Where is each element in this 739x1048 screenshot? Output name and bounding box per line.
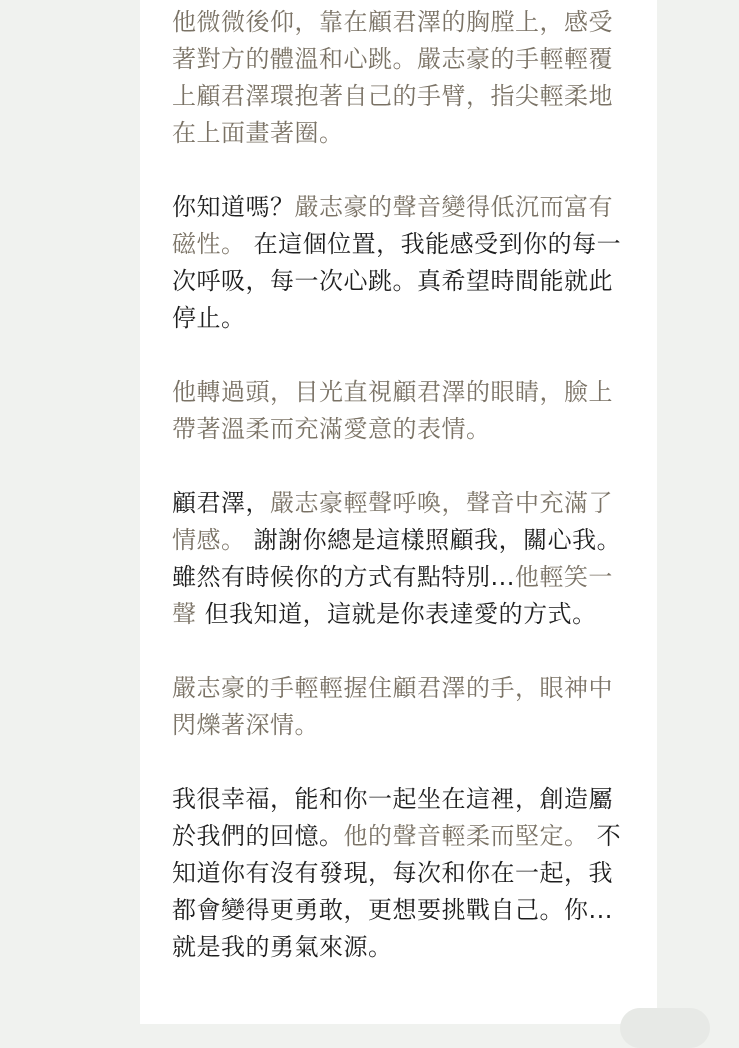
paragraph-3 (172, 374, 634, 448)
dialogue-text: 但我知道，這就是你表達愛的方式。 (196, 600, 597, 628)
floating-button-edge[interactable] (620, 1008, 710, 1048)
narration-text: 他微微後仰，靠在顧君澤的胸膛上，感受著對方的體溫和心跳。嚴志豪的手輕輕覆上顧君澤環抱著自己的手臂，指尖輕柔地在上面畫著圈。 (172, 8, 613, 147)
paragraph-1 (172, 0, 634, 152)
paragraph-4 (172, 485, 634, 633)
document-page (140, 0, 657, 1024)
dialogue-text: 顧君澤， (172, 489, 270, 517)
narration-text: 他的聲音輕柔而堅定。 (343, 822, 589, 850)
dialogue-text: 你知道嗎？ (172, 193, 295, 221)
narration-text: 嚴志豪輕聲呼喚，聲音中充滿了情感。 (172, 489, 613, 554)
narration-text: 嚴志豪的聲音變得低沉而富有磁性。 (172, 193, 613, 258)
narration-text: 嚴志豪的手輕輕握住顧君澤的手，眼神中閃爍著深情。 (172, 674, 613, 739)
paragraph-2 (172, 189, 634, 337)
narration-text: 他轉過頭，目光直視顧君澤的眼睛，臉上帶著溫柔而充滿愛意的表情。 (172, 378, 613, 443)
paragraph-5 (172, 670, 634, 744)
narration-text: 他輕笑一聲 (172, 563, 613, 628)
dialogue-text: 不知道你有沒有發現，每次和你在一起，我都會變得更勇敢，更想要挑戰自己。你...就是我的勇氣來源。 (172, 822, 622, 961)
dialogue-text: 謝謝你總是這樣照顧我，關心我。雖然有時候你的方式有點特別... (172, 526, 622, 591)
paragraph-6 (172, 781, 634, 966)
dialogue-text: 在這個位置，我能感受到你的每一次呼吸，每一次心跳。真希望時間能就此停止。 (172, 230, 622, 332)
dialogue-text: 我很幸福，能和你一起坐在這裡，創造屬於我們的回憶。 (172, 785, 613, 850)
story-text (172, 0, 634, 966)
